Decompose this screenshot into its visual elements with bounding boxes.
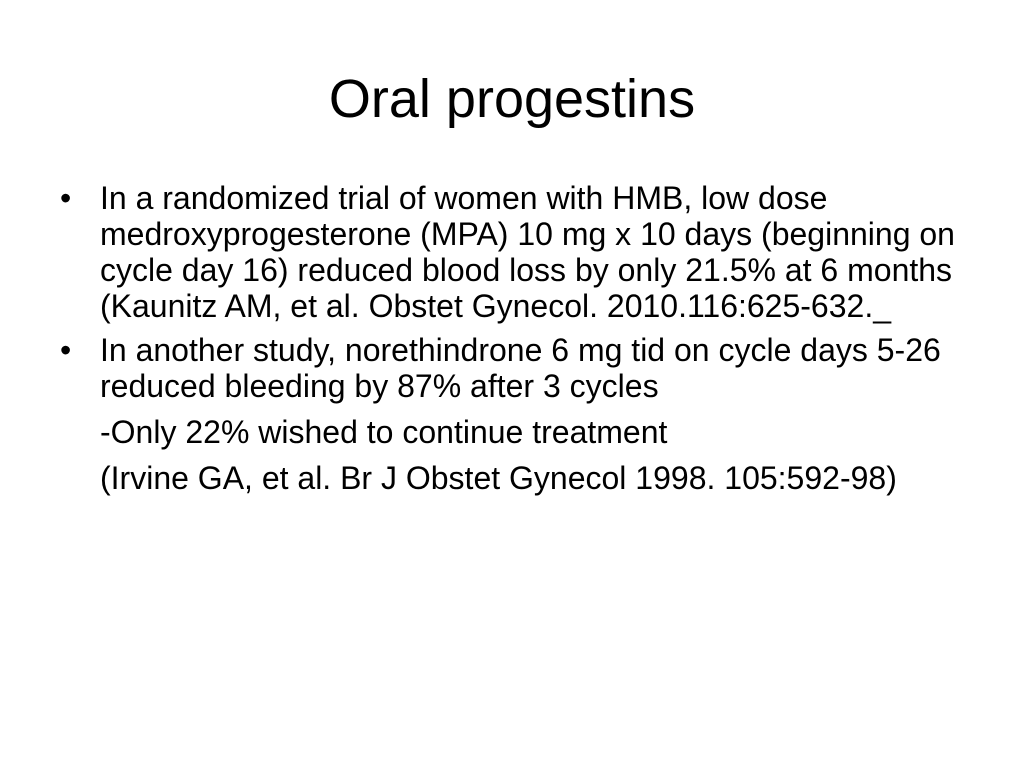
sub-paragraph-1: -Only 22% wished to continue treatment	[100, 414, 668, 450]
bullet-text-2: In another study, norethindrone 6 mg tid on cycle days 5-26 reduced bleeding by 87% after 3 cycles	[100, 332, 941, 404]
slide-title: Oral progestins	[328, 69, 696, 129]
bullet-item-2	[58, 332, 968, 404]
bullet-marker: •	[60, 332, 72, 368]
slide-body	[58, 180, 968, 496]
bullet-marker: •	[60, 180, 72, 216]
bullet-text-1: In a randomized trial of women with HMB, low dose medroxyprogesterone (MPA) 10 mg x 10 days (beginning on cycle day 16) reduced blood loss by only 21.5% at 6 months (Kaunitz AM, et al. Obstet Gynecol. 2010.116:625-632._	[100, 180, 955, 324]
sub-paragraph-2: (Irvine GA, et al. Br J Obstet Gynecol 1998. 105:592-98)	[100, 460, 897, 496]
bullet-item-1	[58, 180, 968, 324]
